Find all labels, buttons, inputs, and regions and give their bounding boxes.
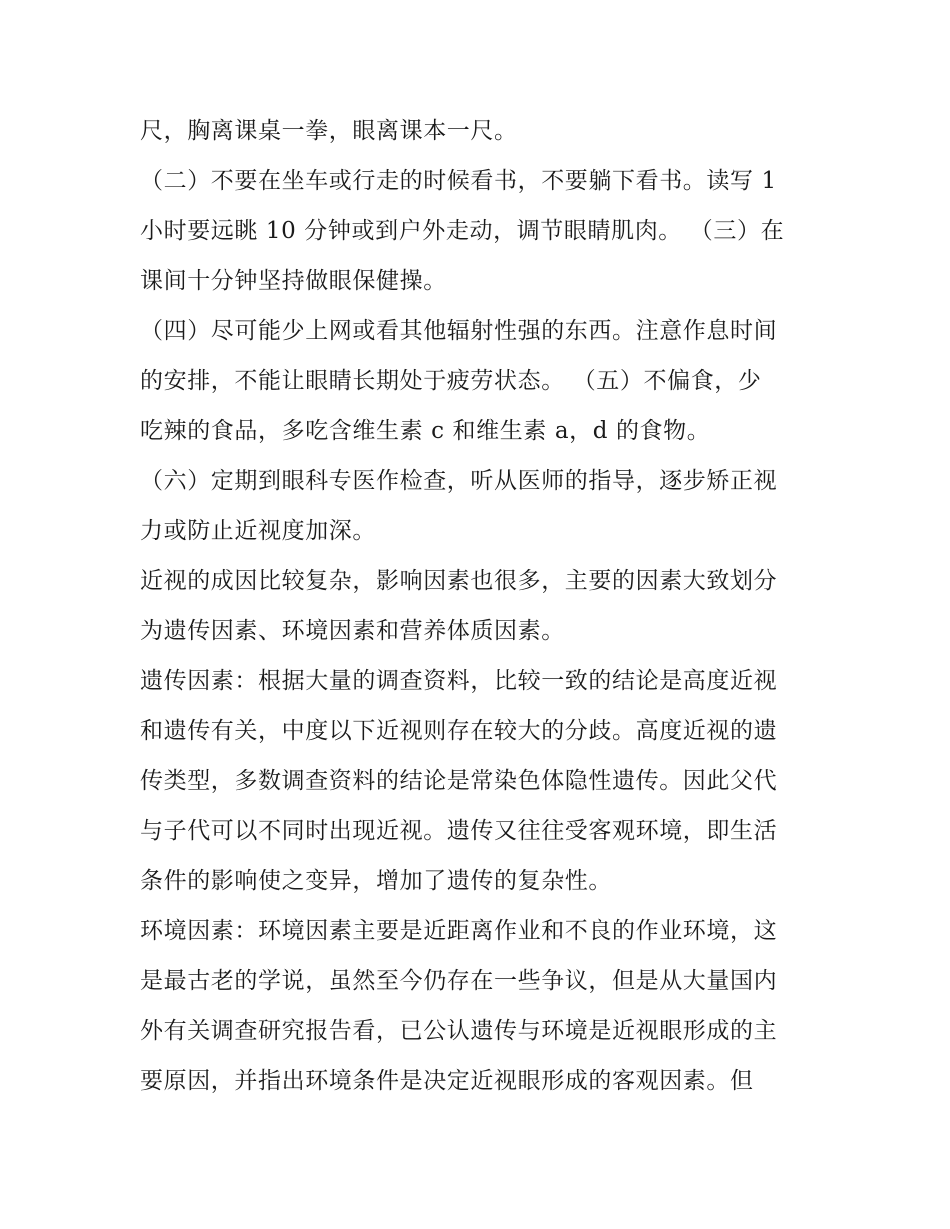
text-line: 遗传因素：根据大量的调查资料，比较一致的结论是高度近视 [140, 668, 778, 694]
text-line: 传类型，多数调查资料的结论是常染色体隐性遗传。因此父代 [140, 768, 778, 794]
text-line: （四）尽可能少上网或看其他辐射性强的东西。注意作息时间 [140, 318, 778, 344]
text-line: 的安排，不能让眼睛长期处于疲劳状态。 （五）不偏食，少 [140, 368, 762, 394]
text-line: 课间十分钟坚持做眼保健操。 [140, 268, 447, 294]
text-line: 力或防止近视度加深。 [140, 518, 376, 544]
text-line: 是最古老的学说，虽然至今仍存在一些争议，但是从大量国内 [140, 968, 778, 994]
text-line: 与子代可以不同时出现近视。遗传又往往受客观环境，即生活 [140, 818, 778, 844]
text-line: （六）定期到眼科专医作检查，听从医师的指导，逐步矫正视 [140, 468, 778, 494]
text-line: 和遗传有关，中度以下近视则存在较大的分歧。高度近视的遗 [140, 718, 778, 744]
text-line: 近视的成因比较复杂，影响因素也很多，主要的因素大致划分 [140, 568, 778, 594]
text-line: 吃辣的食品，多吃含维生素 c 和维生素 a，d 的食物。 [140, 418, 711, 444]
text-line: 为遗传因素、环境因素和营养体质因素。 [140, 618, 565, 644]
text-line: 要原因，并指出环境条件是决定近视眼形成的客观因素。但 [140, 1068, 754, 1094]
text-line: （二）不要在坐车或行走的时候看书，不要躺下看书。读写 1 [140, 168, 777, 194]
text-line: 尺，胸离课桌一拳，眼离课本一尺。 [140, 118, 518, 144]
text-line: 环境因素：环境因素主要是近距离作业和不良的作业环境，这 [140, 918, 778, 944]
document-body [140, 106, 820, 1106]
text-line: 条件的影响使之变异，增加了遗传的复杂性。 [140, 868, 612, 894]
text-line: 小时要远眺 10 分钟或到户外走动，调节眼睛肌肉。 （三）在 [140, 218, 785, 244]
text-line: 外有关调查研究报告看，已公认遗传与环境是近视眼形成的主 [140, 1018, 778, 1044]
